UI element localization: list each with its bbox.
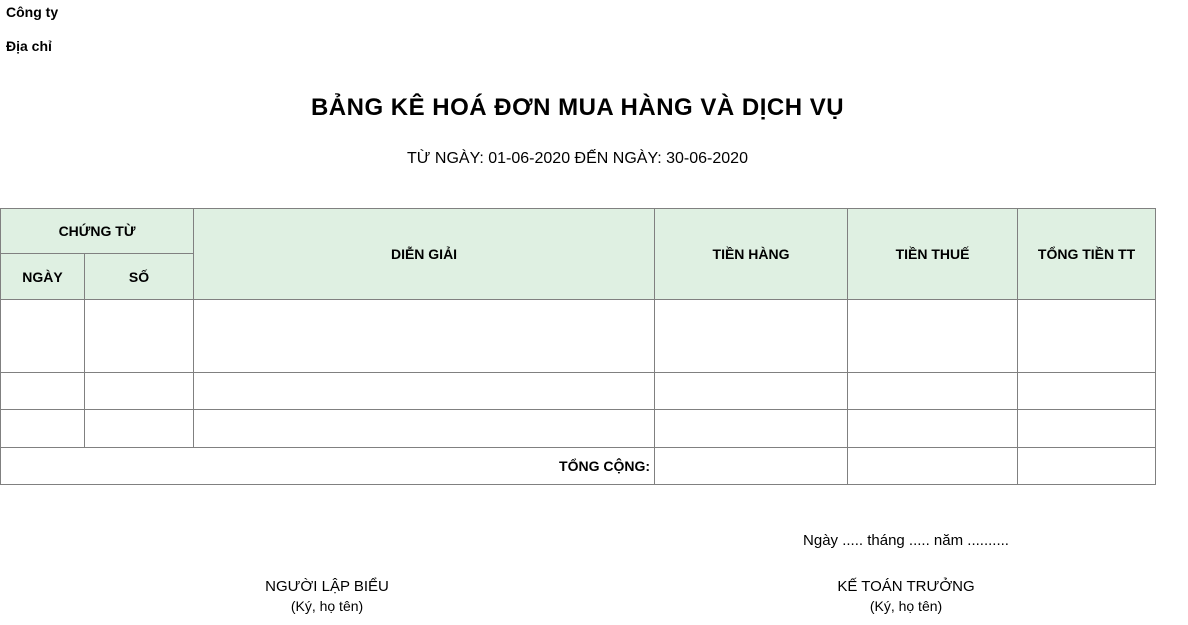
cell-so — [85, 300, 194, 373]
cell-tong-tien-tt — [1018, 300, 1156, 373]
column-header-tien-thue: TIỀN THUẾ — [848, 209, 1018, 300]
column-header-tong-tien-tt: TỔNG TIỀN TT — [1018, 209, 1156, 300]
cell-tien-hang — [655, 410, 848, 448]
table-row — [1, 410, 1156, 448]
cell-ngay — [1, 410, 85, 448]
signature-block-preparer — [177, 577, 477, 616]
cell-ngay — [1, 300, 85, 373]
total-tien-thue — [848, 448, 1018, 485]
total-tong-tien-tt — [1018, 448, 1156, 485]
cell-tong-tien-tt — [1018, 410, 1156, 448]
column-header-tien-hang: TIỀN HÀNG — [655, 209, 848, 300]
preparer-sign-note: (Ký, họ tên) — [290, 598, 364, 614]
cell-tien-hang — [655, 300, 848, 373]
company-label: Công ty — [6, 4, 59, 20]
chief-accountant-sign-note: (Ký, họ tên) — [869, 598, 943, 614]
total-row — [1, 448, 1156, 485]
cell-tien-thue — [848, 373, 1018, 410]
total-label: TỔNG CỘNG: — [1, 448, 655, 485]
column-header-ngay: NGÀY — [1, 254, 85, 300]
column-header-so: SỐ — [85, 254, 194, 300]
cell-so — [85, 410, 194, 448]
cell-dien-giai — [194, 373, 655, 410]
cell-dien-giai — [194, 300, 655, 373]
invoice-list-table — [0, 208, 1156, 485]
column-header-chung-tu: CHỨNG TỪ — [1, 209, 194, 254]
chief-accountant-title: KẾ TOÁN TRƯỞNG — [837, 578, 975, 595]
cell-tien-thue — [848, 410, 1018, 448]
cell-ngay — [1, 373, 85, 410]
page-title: BẢNG KÊ HOÁ ĐƠN MUA HÀNG VÀ DỊCH VỤ — [310, 94, 845, 121]
table-row — [1, 300, 1156, 373]
cell-dien-giai — [194, 410, 655, 448]
total-tien-hang — [655, 448, 848, 485]
column-header-dien-giai: DIỄN GIẢI — [194, 209, 655, 300]
cell-tien-hang — [655, 373, 848, 410]
cell-tien-thue — [848, 300, 1018, 373]
cell-tong-tien-tt — [1018, 373, 1156, 410]
address-label: Địa chỉ — [6, 38, 52, 54]
cell-so — [85, 373, 194, 410]
date-range-subtitle: TỪ NGÀY: 01-06-2020 ĐẾN NGÀY: 30-06-2020 — [407, 150, 748, 167]
signature-date-line: Ngày ..... tháng ..... năm .......... — [803, 532, 1009, 549]
signature-block-chief-accountant — [756, 577, 1056, 616]
table-row — [1, 373, 1156, 410]
preparer-title: NGƯỜI LẬP BIỂU — [265, 578, 389, 595]
